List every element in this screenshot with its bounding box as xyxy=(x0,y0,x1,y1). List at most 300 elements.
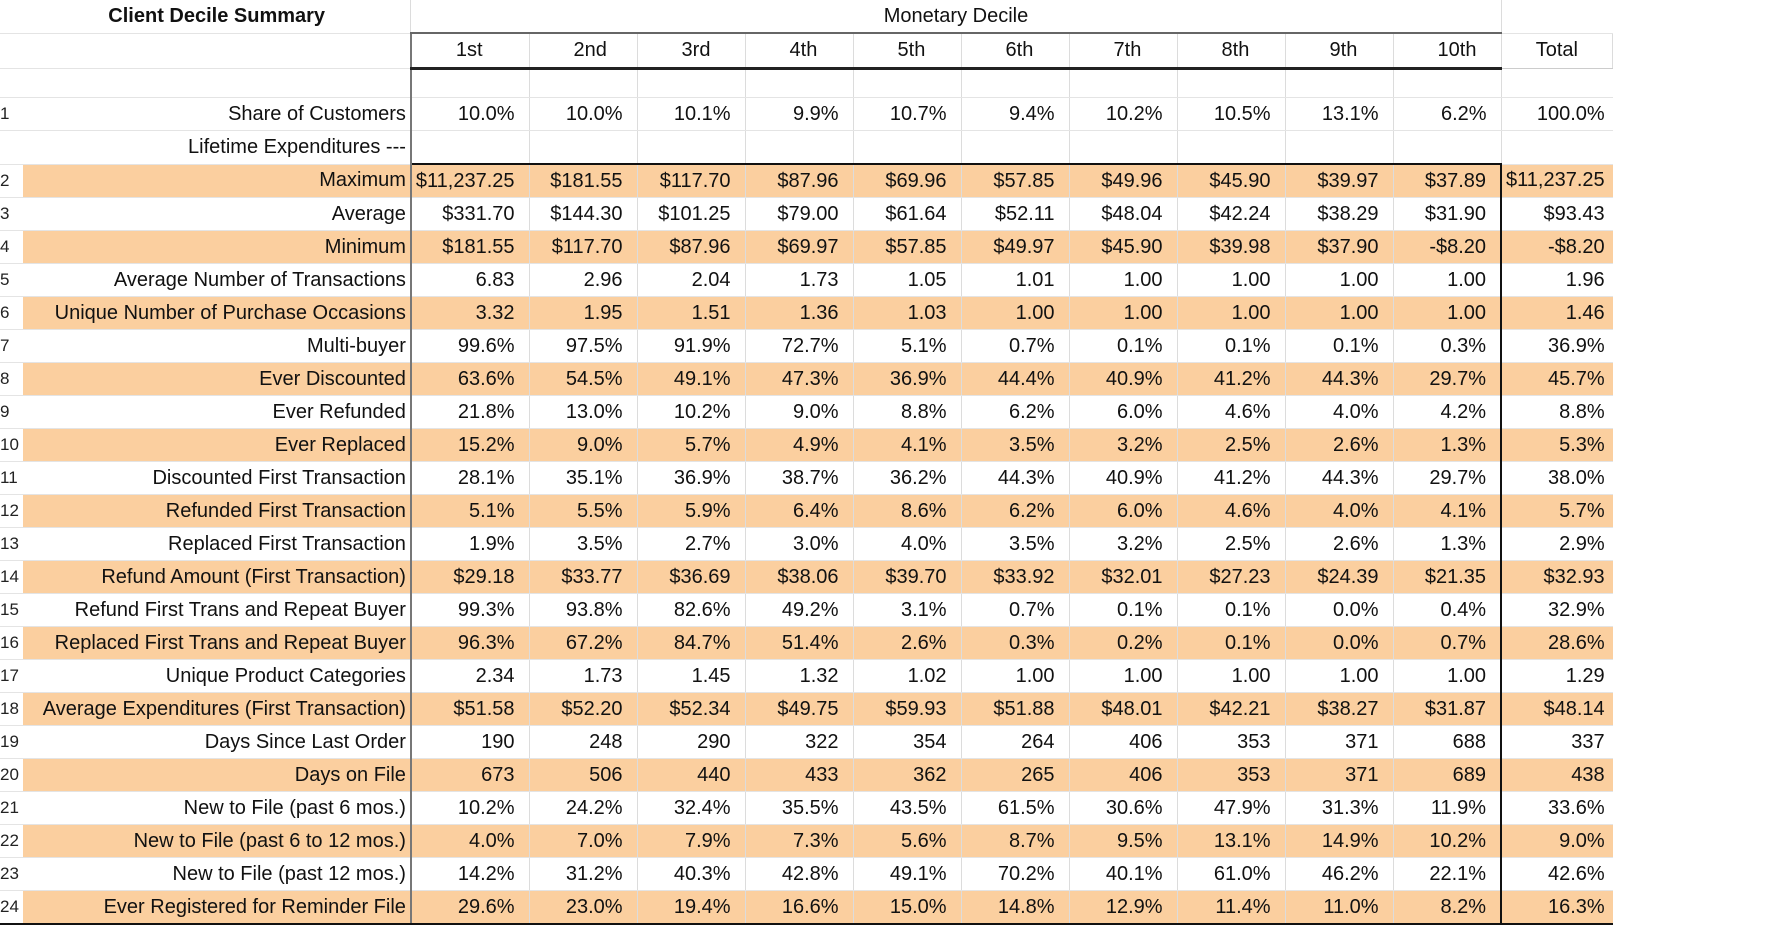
row-number: 3 xyxy=(0,198,23,231)
table-row xyxy=(0,891,1613,925)
data-cell: $181.55 xyxy=(411,231,529,264)
data-cell: 10.1% xyxy=(637,98,745,131)
row-label: Refunded First Transaction xyxy=(23,495,411,528)
data-cell: $59.93 xyxy=(853,693,961,726)
data-cell: 31.2% xyxy=(529,858,637,891)
data-cell: $38.29 xyxy=(1285,198,1393,231)
total-cell: 1.46 xyxy=(1501,297,1613,330)
data-cell: -$8.20 xyxy=(1393,231,1501,264)
data-cell: 0.3% xyxy=(1393,330,1501,363)
row-number: 13 xyxy=(0,528,23,561)
data-cell: 406 xyxy=(1069,759,1177,792)
table-row xyxy=(0,198,1613,231)
data-cell: $31.90 xyxy=(1393,198,1501,231)
data-cell: 1.00 xyxy=(961,660,1069,693)
data-cell: 96.3% xyxy=(411,627,529,660)
data-cell: 1.73 xyxy=(529,660,637,693)
data-cell: 8.7% xyxy=(961,825,1069,858)
total-cell: 32.9% xyxy=(1501,594,1613,627)
row-label: Minimum xyxy=(23,231,411,264)
row-label: Ever Replaced xyxy=(23,429,411,462)
data-cell: 70.2% xyxy=(961,858,1069,891)
data-cell: $37.90 xyxy=(1285,231,1393,264)
data-cell: 3.32 xyxy=(411,297,529,330)
data-cell: $144.30 xyxy=(529,198,637,231)
data-cell: 14.2% xyxy=(411,858,529,891)
data-cell: 24.2% xyxy=(529,792,637,825)
row-label: Average xyxy=(23,198,411,231)
data-cell: 2.6% xyxy=(1285,528,1393,561)
data-cell: 14.8% xyxy=(961,891,1069,925)
data-cell: $29.18 xyxy=(411,561,529,594)
data-cell: 47.3% xyxy=(745,363,853,396)
data-cell: 10.0% xyxy=(529,98,637,131)
data-cell: 290 xyxy=(637,726,745,759)
data-cell: 5.9% xyxy=(637,495,745,528)
data-cell: 4.0% xyxy=(1285,495,1393,528)
data-cell: 1.00 xyxy=(1069,264,1177,297)
data-cell: 3.2% xyxy=(1069,429,1177,462)
data-cell: 16.6% xyxy=(745,891,853,925)
data-cell: 1.02 xyxy=(853,660,961,693)
data-cell: 9.4% xyxy=(961,98,1069,131)
data-cell: 3.0% xyxy=(745,528,853,561)
data-cell: 15.0% xyxy=(853,891,961,925)
empty-cell xyxy=(1501,0,1613,33)
data-cell: 35.1% xyxy=(529,462,637,495)
table-row xyxy=(0,164,1613,198)
total-cell: $48.14 xyxy=(1501,693,1613,726)
data-cell: 44.4% xyxy=(961,363,1069,396)
data-cell: 46.2% xyxy=(1285,858,1393,891)
data-cell: 40.3% xyxy=(637,858,745,891)
data-cell: $33.92 xyxy=(961,561,1069,594)
data-cell: 1.45 xyxy=(637,660,745,693)
data-cell: 2.04 xyxy=(637,264,745,297)
data-cell: 11.4% xyxy=(1177,891,1285,925)
data-cell: 10.5% xyxy=(1177,98,1285,131)
data-cell: 4.1% xyxy=(1393,495,1501,528)
data-cell: 4.9% xyxy=(745,429,853,462)
row-label: Unique Product Categories xyxy=(23,660,411,693)
empty-cell xyxy=(1177,131,1285,165)
column-header-3rd: 3rd xyxy=(637,33,745,69)
data-cell: 322 xyxy=(745,726,853,759)
data-cell: $45.90 xyxy=(1177,164,1285,198)
data-cell: 44.3% xyxy=(1285,462,1393,495)
data-cell: 41.2% xyxy=(1177,462,1285,495)
total-cell: 9.0% xyxy=(1501,825,1613,858)
row-number: 16 xyxy=(0,627,23,660)
total-cell: 28.6% xyxy=(1501,627,1613,660)
row-number: 19 xyxy=(0,726,23,759)
data-cell: $87.96 xyxy=(745,164,853,198)
data-cell: 1.00 xyxy=(1393,660,1501,693)
data-cell: 12.9% xyxy=(1069,891,1177,925)
data-cell: 28.1% xyxy=(411,462,529,495)
data-cell: 6.0% xyxy=(1069,396,1177,429)
data-cell: 0.0% xyxy=(1285,594,1393,627)
data-cell: 1.73 xyxy=(745,264,853,297)
data-cell: 82.6% xyxy=(637,594,745,627)
data-cell: 353 xyxy=(1177,726,1285,759)
data-cell: 49.1% xyxy=(637,363,745,396)
row-number-cell xyxy=(0,0,23,33)
data-cell: 11.9% xyxy=(1393,792,1501,825)
data-cell: 0.3% xyxy=(961,627,1069,660)
row-number: 6 xyxy=(0,297,23,330)
data-cell: 99.3% xyxy=(411,594,529,627)
total-cell: 33.6% xyxy=(1501,792,1613,825)
total-cell: 36.9% xyxy=(1501,330,1613,363)
data-cell: $31.87 xyxy=(1393,693,1501,726)
data-cell: 264 xyxy=(961,726,1069,759)
row-number: 24 xyxy=(0,891,23,925)
row-number: 10 xyxy=(0,429,23,462)
data-cell: 72.7% xyxy=(745,330,853,363)
data-cell: 5.7% xyxy=(637,429,745,462)
row-label: Multi-buyer xyxy=(23,330,411,363)
empty-cell xyxy=(1069,131,1177,165)
data-cell: 3.5% xyxy=(529,528,637,561)
data-cell: 1.51 xyxy=(637,297,745,330)
column-header-6th: 6th xyxy=(961,33,1069,69)
data-cell: 10.2% xyxy=(637,396,745,429)
data-cell: 190 xyxy=(411,726,529,759)
section-label: Lifetime Expenditures --- xyxy=(23,131,411,165)
data-cell: 1.32 xyxy=(745,660,853,693)
data-cell: 2.6% xyxy=(853,627,961,660)
table-row xyxy=(0,330,1613,363)
data-cell: $24.39 xyxy=(1285,561,1393,594)
column-header-1st: 1st xyxy=(411,33,529,69)
data-cell: 265 xyxy=(961,759,1069,792)
data-cell: $52.34 xyxy=(637,693,745,726)
row-label: Days Since Last Order xyxy=(23,726,411,759)
data-cell: 38.7% xyxy=(745,462,853,495)
data-cell: 51.4% xyxy=(745,627,853,660)
data-cell: $69.97 xyxy=(745,231,853,264)
data-cell: 1.00 xyxy=(1285,660,1393,693)
column-header-2nd: 2nd xyxy=(529,33,637,69)
row-number: 18 xyxy=(0,693,23,726)
row-number: 23 xyxy=(0,858,23,891)
data-cell: 371 xyxy=(1285,759,1393,792)
table-title: Client Decile Summary xyxy=(23,0,411,33)
data-cell: $39.97 xyxy=(1285,164,1393,198)
data-cell: 19.4% xyxy=(637,891,745,925)
total-cell: 438 xyxy=(1501,759,1613,792)
data-cell: 44.3% xyxy=(1285,363,1393,396)
data-cell: 10.2% xyxy=(411,792,529,825)
data-cell: 2.34 xyxy=(411,660,529,693)
data-cell: 1.36 xyxy=(745,297,853,330)
data-cell: 689 xyxy=(1393,759,1501,792)
data-cell: 4.1% xyxy=(853,429,961,462)
table-row xyxy=(0,726,1613,759)
data-cell: 14.9% xyxy=(1285,825,1393,858)
data-cell: 4.0% xyxy=(1285,396,1393,429)
row-label: Ever Registered for Reminder File xyxy=(23,891,411,925)
data-cell: 0.1% xyxy=(1069,594,1177,627)
data-cell: 1.95 xyxy=(529,297,637,330)
row-label: New to File (past 6 to 12 mos.) xyxy=(23,825,411,858)
data-cell: 7.9% xyxy=(637,825,745,858)
row-label: New to File (past 6 mos.) xyxy=(23,792,411,825)
column-header-4th: 4th xyxy=(745,33,853,69)
empty-cell xyxy=(1393,131,1501,165)
data-cell: 5.1% xyxy=(853,330,961,363)
data-cell: 1.01 xyxy=(961,264,1069,297)
row-label: Replaced First Trans and Repeat Buyer xyxy=(23,627,411,660)
data-cell: 1.03 xyxy=(853,297,961,330)
data-cell: $69.96 xyxy=(853,164,961,198)
data-cell: $36.69 xyxy=(637,561,745,594)
data-cell: $27.23 xyxy=(1177,561,1285,594)
data-cell: 11.0% xyxy=(1285,891,1393,925)
data-cell: 0.7% xyxy=(961,330,1069,363)
data-cell: 7.3% xyxy=(745,825,853,858)
data-cell: $48.04 xyxy=(1069,198,1177,231)
data-cell: 1.00 xyxy=(1285,264,1393,297)
data-cell: $42.21 xyxy=(1177,693,1285,726)
table-row xyxy=(0,462,1613,495)
data-cell: 36.9% xyxy=(637,462,745,495)
empty-cell xyxy=(411,131,529,165)
data-cell: 29.6% xyxy=(411,891,529,925)
data-cell: 1.00 xyxy=(961,297,1069,330)
data-cell: $51.58 xyxy=(411,693,529,726)
data-cell: 0.1% xyxy=(1069,330,1177,363)
data-cell: 0.4% xyxy=(1393,594,1501,627)
data-cell: 6.0% xyxy=(1069,495,1177,528)
total-cell: 5.3% xyxy=(1501,429,1613,462)
row-number: 11 xyxy=(0,462,23,495)
data-cell: 2.5% xyxy=(1177,528,1285,561)
data-cell: $45.90 xyxy=(1069,231,1177,264)
data-cell: 36.9% xyxy=(853,363,961,396)
data-cell: 4.0% xyxy=(411,825,529,858)
row-number xyxy=(0,131,23,165)
data-cell: 40.1% xyxy=(1069,858,1177,891)
data-cell: 354 xyxy=(853,726,961,759)
data-cell: 362 xyxy=(853,759,961,792)
row-number: 4 xyxy=(0,231,23,264)
data-cell: $32.01 xyxy=(1069,561,1177,594)
row-label: Ever Refunded xyxy=(23,396,411,429)
data-cell: $101.25 xyxy=(637,198,745,231)
data-cell: 1.00 xyxy=(1285,297,1393,330)
data-cell: 440 xyxy=(637,759,745,792)
data-cell: 3.5% xyxy=(961,429,1069,462)
table-row xyxy=(0,561,1613,594)
data-cell: 4.0% xyxy=(853,528,961,561)
row-label: Ever Discounted xyxy=(23,363,411,396)
data-cell: 9.0% xyxy=(529,429,637,462)
table-row xyxy=(0,231,1613,264)
total-cell: -$8.20 xyxy=(1501,231,1613,264)
data-cell: $48.01 xyxy=(1069,693,1177,726)
data-cell: 29.7% xyxy=(1393,462,1501,495)
data-cell: 0.0% xyxy=(1285,627,1393,660)
data-cell: 9.9% xyxy=(745,98,853,131)
table-row xyxy=(0,495,1613,528)
table-row xyxy=(0,858,1613,891)
data-cell: $61.64 xyxy=(853,198,961,231)
row-label: Refund First Trans and Repeat Buyer xyxy=(23,594,411,627)
total-cell: $11,237.25 xyxy=(1501,164,1613,198)
data-cell: 2.7% xyxy=(637,528,745,561)
data-cell: 8.6% xyxy=(853,495,961,528)
data-cell: $117.70 xyxy=(529,231,637,264)
data-cell: 1.00 xyxy=(1069,660,1177,693)
data-cell: $52.20 xyxy=(529,693,637,726)
empty-cell xyxy=(1501,131,1613,165)
data-cell: $39.70 xyxy=(853,561,961,594)
data-cell: 67.2% xyxy=(529,627,637,660)
table-row xyxy=(0,660,1613,693)
data-cell: $33.77 xyxy=(529,561,637,594)
data-cell: 1.3% xyxy=(1393,528,1501,561)
data-cell: 1.00 xyxy=(1393,297,1501,330)
data-cell: 1.3% xyxy=(1393,429,1501,462)
table-row xyxy=(0,759,1613,792)
data-cell: 43.5% xyxy=(853,792,961,825)
table-row xyxy=(0,363,1613,396)
data-cell: 29.7% xyxy=(1393,363,1501,396)
data-cell: 91.9% xyxy=(637,330,745,363)
data-cell: 4.2% xyxy=(1393,396,1501,429)
data-cell: 93.8% xyxy=(529,594,637,627)
data-cell: 673 xyxy=(411,759,529,792)
data-cell: 97.5% xyxy=(529,330,637,363)
total-cell: 8.8% xyxy=(1501,396,1613,429)
empty-cell xyxy=(745,131,853,165)
data-cell: 0.1% xyxy=(1285,330,1393,363)
data-cell: 2.5% xyxy=(1177,429,1285,462)
data-cell: 49.2% xyxy=(745,594,853,627)
data-cell: 1.00 xyxy=(1069,297,1177,330)
data-cell: $79.00 xyxy=(745,198,853,231)
table-row xyxy=(0,825,1613,858)
table-row xyxy=(0,594,1613,627)
data-cell: 13.1% xyxy=(1285,98,1393,131)
data-cell: $117.70 xyxy=(637,164,745,198)
row-number: 17 xyxy=(0,660,23,693)
data-cell: 4.6% xyxy=(1177,396,1285,429)
data-cell: 22.1% xyxy=(1393,858,1501,891)
row-number: 15 xyxy=(0,594,23,627)
total-cell: 1.96 xyxy=(1501,264,1613,297)
data-cell: 0.7% xyxy=(1393,627,1501,660)
empty-cell xyxy=(961,131,1069,165)
data-cell: $87.96 xyxy=(637,231,745,264)
row-number: 1 xyxy=(0,98,23,131)
data-cell: 84.7% xyxy=(637,627,745,660)
data-cell: 63.6% xyxy=(411,363,529,396)
row-number: 9 xyxy=(0,396,23,429)
column-header-5th: 5th xyxy=(853,33,961,69)
data-cell: 10.2% xyxy=(1069,98,1177,131)
data-cell: 0.1% xyxy=(1177,330,1285,363)
data-cell: 9.0% xyxy=(745,396,853,429)
data-cell: 0.1% xyxy=(1177,627,1285,660)
data-cell: 47.9% xyxy=(1177,792,1285,825)
data-cell: 15.2% xyxy=(411,429,529,462)
empty-cell xyxy=(23,69,411,98)
data-cell: 1.00 xyxy=(1177,264,1285,297)
row-label: Days on File xyxy=(23,759,411,792)
total-cell: 45.7% xyxy=(1501,363,1613,396)
data-cell: 0.1% xyxy=(1177,594,1285,627)
data-cell: 13.1% xyxy=(1177,825,1285,858)
table-row xyxy=(0,131,1613,165)
row-label: Unique Number of Purchase Occasions xyxy=(23,297,411,330)
row-number: 5 xyxy=(0,264,23,297)
data-cell: $39.98 xyxy=(1177,231,1285,264)
column-header-8th: 8th xyxy=(1177,33,1285,69)
data-cell: 35.5% xyxy=(745,792,853,825)
data-cell: 6.83 xyxy=(411,264,529,297)
data-cell: 433 xyxy=(745,759,853,792)
column-header-9th: 9th xyxy=(1285,33,1393,69)
data-cell: $38.06 xyxy=(745,561,853,594)
row-number: 14 xyxy=(0,561,23,594)
data-cell: 1.00 xyxy=(1393,264,1501,297)
data-cell: 13.0% xyxy=(529,396,637,429)
empty-cell xyxy=(637,131,745,165)
data-cell: 1.9% xyxy=(411,528,529,561)
data-cell: 40.9% xyxy=(1069,462,1177,495)
data-cell: 44.3% xyxy=(961,462,1069,495)
data-cell: 3.5% xyxy=(961,528,1069,561)
monetary-decile-header: Monetary Decile xyxy=(411,0,1501,33)
column-header-7th: 7th xyxy=(1069,33,1177,69)
data-cell: 406 xyxy=(1069,726,1177,759)
row-number: 12 xyxy=(0,495,23,528)
data-cell: 21.8% xyxy=(411,396,529,429)
data-cell: 1.00 xyxy=(1177,660,1285,693)
row-number: 21 xyxy=(0,792,23,825)
column-header-total: Total xyxy=(1501,33,1613,69)
total-cell: 16.3% xyxy=(1501,891,1613,925)
row-label: Average Number of Transactions xyxy=(23,264,411,297)
row-number-cell xyxy=(0,33,23,69)
data-cell: $49.75 xyxy=(745,693,853,726)
table-row xyxy=(0,396,1613,429)
data-cell: $52.11 xyxy=(961,198,1069,231)
data-cell: 23.0% xyxy=(529,891,637,925)
total-cell: 337 xyxy=(1501,726,1613,759)
row-label: Share of Customers xyxy=(23,98,411,131)
data-cell: 7.0% xyxy=(529,825,637,858)
total-cell: 42.6% xyxy=(1501,858,1613,891)
row-number: 7 xyxy=(0,330,23,363)
data-cell: 61.0% xyxy=(1177,858,1285,891)
table-row xyxy=(0,627,1613,660)
data-cell: $11,237.25 xyxy=(411,164,529,198)
data-cell: 3.1% xyxy=(853,594,961,627)
total-cell: 100.0% xyxy=(1501,98,1613,131)
data-cell: 6.2% xyxy=(1393,98,1501,131)
data-cell: 41.2% xyxy=(1177,363,1285,396)
row-number: 2 xyxy=(0,164,23,198)
data-cell: $51.88 xyxy=(961,693,1069,726)
table-row xyxy=(0,98,1613,131)
total-cell: 1.29 xyxy=(1501,660,1613,693)
data-cell: $42.24 xyxy=(1177,198,1285,231)
row-number: 8 xyxy=(0,363,23,396)
